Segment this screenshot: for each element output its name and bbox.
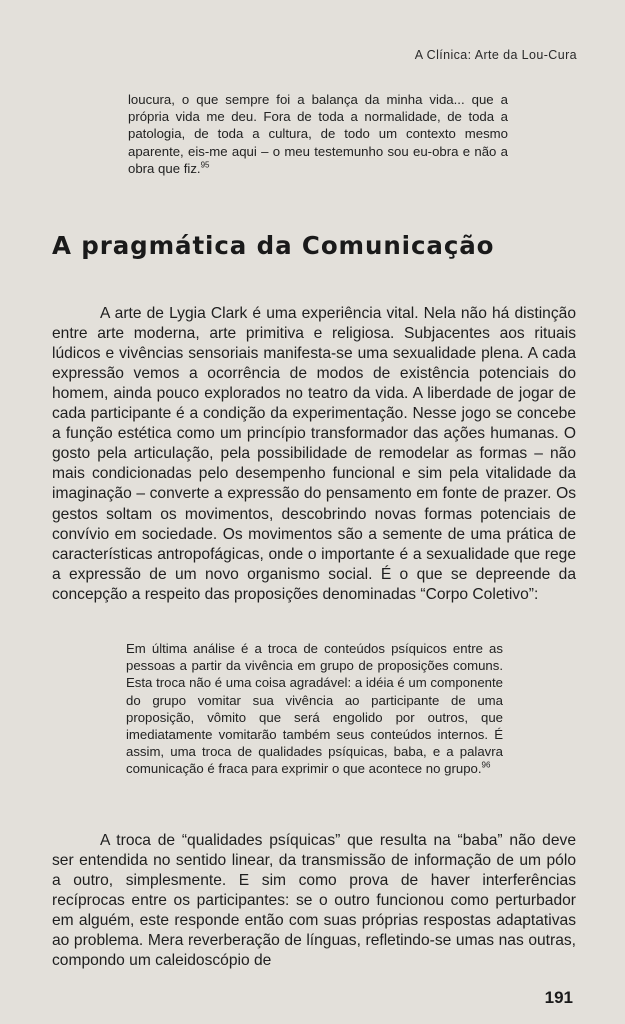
body-paragraph: A troca de “qualidades psíquicas” que resulta na “baba” não deve ser entendida no sentido linear, da transmissão de informação de um pólo a outro, simplesmente. E sim como prova de haver interferências recíprocas entre os participantes: se o outro funcionou como perturbador em alguém, este responde então com suas próprias respostas adaptativas ao problema. Mera reverberação de línguas, refletindo-se umas nas outras, compondo um caleidoscópio de [52, 831, 576, 970]
body-paragraph: A arte de Lygia Clark é uma experiência vital. Nela não há distinção entre arte moderna, arte primitiva e religiosa. Subjacentes aos rituais lúdicos e vivências sensoriais manifesta-se uma sexualidade plena. A cada expressão vemos a ocorrência de modos de existência potenciais do homem, ainda pouco explorados no teatro da vida. A liberdade de jogar de cada participante é a condição da experimentação. Nesse jogo se concebe a função estética como um princípio transformador das ações humanas. O gosto pela articulação, pela possibilidade de remodelar as formas – não mais condicionadas pelo desempenho funcional e sim pela vitalidade da imaginação – converte a expressão do pensamento em fonte de prazer. Os gestos soltam os movimentos, descobrindo novas formas potenciais de convívio em sociedade. Os movimentos são a semente de uma prática de características antropofágicas, onde o importante é a sexualidade que rege a expressão de um novo organismo social. É o que se depreende da concepção a respeito das proposições denominadas “Corpo Coletivo”: [52, 304, 576, 603]
top-quote [128, 91, 508, 177]
footnote-marker: 96 [481, 761, 491, 771]
page-number: 191 [544, 988, 573, 1007]
top-quote-text: loucura, o que sempre foi a balança da minha vida... que a própria vida me deu. Fora de toda a normalidade, de toda a patologia, de toda a cultura, de todo um contexto mesmo aparente, eis-me aqui – o meu testemunho sou eu-obra e não a obra que fiz. [128, 92, 508, 176]
running-header: A Clínica: Arte da Lou-Cura [414, 48, 577, 62]
section-title: A pragmática da Comunicação [52, 231, 495, 260]
footnote-marker: 95 [200, 160, 210, 170]
block-quote-text: Em última análise é a troca de conteúdos psíquicos entre as pessoas a partir da vivência em grupo de proposições comuns. Esta troca não é uma coisa agradável: a idéia é um componente do grupo vomitar sua vivência ao participante de uma proposição, vômito que será engolido por outros, que imediatamente vomitarão também seus conteúdos internos. É assim, uma troca de qualidades psíquicas, baba, e a palavra comunicação é fraca para exprimir o que acontece no grupo. [126, 641, 503, 777]
block-quote [126, 640, 503, 778]
